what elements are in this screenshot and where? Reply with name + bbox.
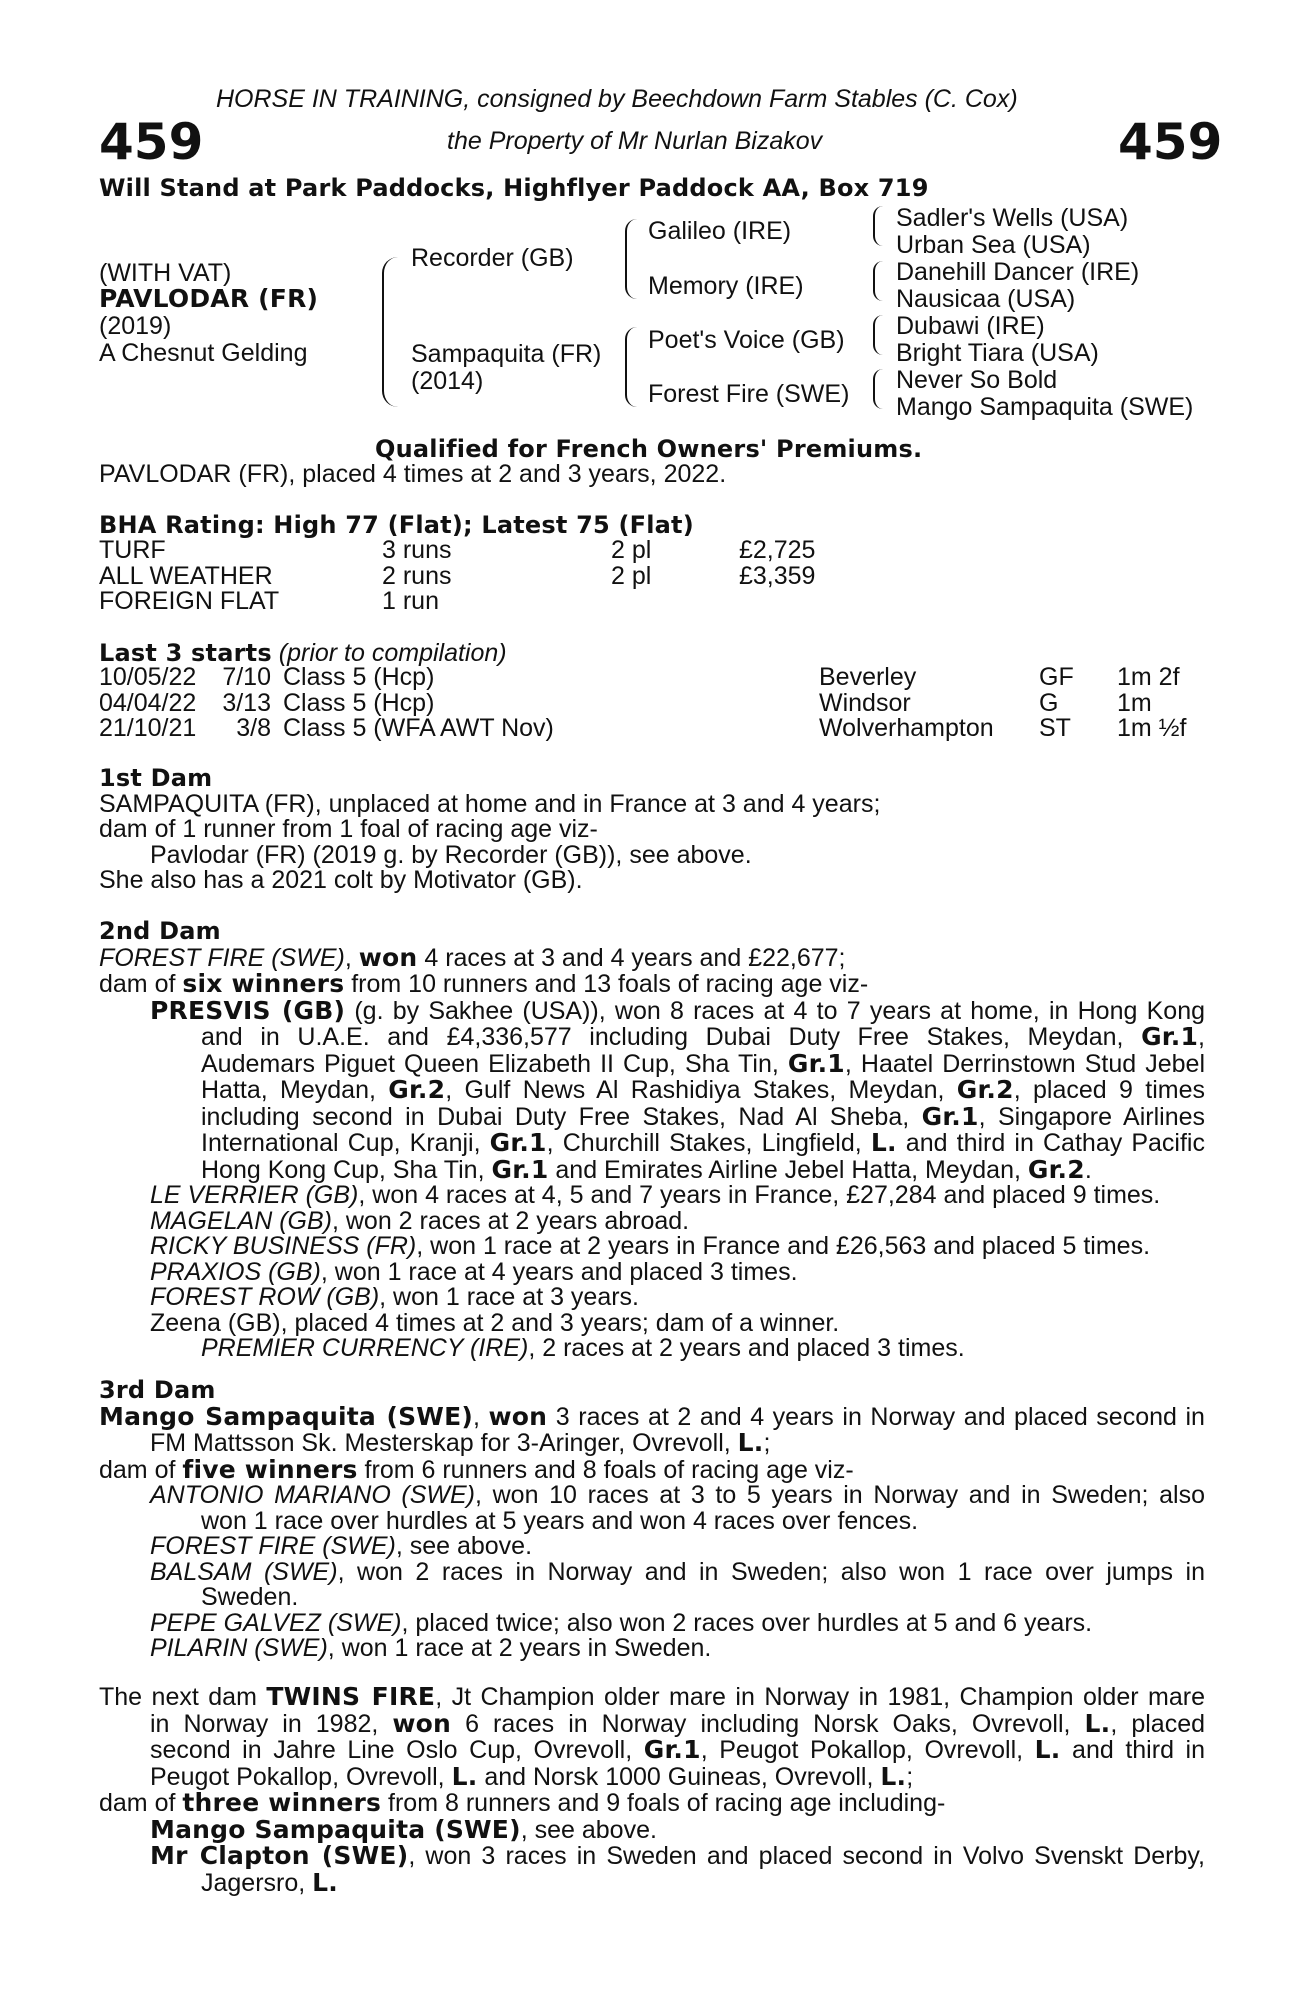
pedigree-sire-sire: Galileo (IRE) [648,217,792,245]
placed [611,589,739,615]
start-position: 7/10 [222,663,271,691]
horse-name: PRESVIS (GB) [150,995,346,1025]
listed: L. [880,1761,907,1791]
dam-line: SAMPAQUITA (FR), unplaced at home and in France at 3 and 4 years; [99,789,881,818]
produce-line [150,1636,1205,1662]
produce-line [150,1557,1205,1586]
text: , placed [1110,1709,1205,1738]
text: and third in Cathay Pacific [896,1129,1205,1157]
section-heading: 1st Dam [99,764,213,792]
dam-name: TWINS FIRE [266,1682,436,1711]
text: , won 1 race at 2 years in France and £26,563 and placed 5 times. [416,1232,1151,1260]
brace-gen2-top [625,219,637,299]
third-dam-section [99,1378,1205,1662]
pedigree-dam-dam: Forest Fire (SWE) [648,380,850,408]
start-date: 21/10/21 [99,714,197,742]
text: , see above. [395,1532,533,1560]
start-date: 10/05/22 [99,663,197,691]
text: ; [763,1429,771,1457]
won-label: won [358,942,418,972]
horse-name: PILARIN (SWE) [150,1634,328,1662]
text: 3 races at 2 and 4 years in Norway and placed second in [547,1402,1205,1431]
start-going: G [1039,688,1059,717]
produce-line: Sweden. [201,1583,299,1611]
grade: Gr.2 [956,1075,1014,1104]
text: and Emirates Airline Jebel Hatta, Meydan, [548,1155,1028,1184]
surface: TURF [99,536,166,564]
runs: 2 runs [382,561,452,590]
dam-line [99,1454,1205,1484]
dam-line [150,1708,1205,1738]
dam-line [99,1790,1205,1817]
text: in Norway in 1982, [150,1709,393,1738]
text: , 2 races at 2 years and placed 3 times. [528,1334,965,1362]
text: , won 10 races at 3 to 5 years in Norway and in Sweden; also [475,1481,1205,1509]
presvis-line [201,1077,1205,1104]
text: from 8 runners and 9 foals of racing age including- [381,1789,946,1817]
pedigree-dam: Sampaquita (FR) [411,340,602,368]
produce-line [150,1206,1205,1235]
text: International Cup, Kranji, [201,1129,490,1157]
pedigree-dam-sire: Poet's Voice (GB) [648,326,845,354]
dam-line [150,1737,1205,1764]
runs: 3 runs [382,536,452,564]
text: , won 4 races at 4, 5 and 7 years in France, £27,284 and placed 9 times. [358,1181,1161,1209]
presvis-line [201,1048,1205,1078]
start-going: GF [1039,663,1074,691]
brace-gen3-3 [873,315,883,355]
won-label: won [488,1401,548,1431]
listed: L. [1084,1708,1111,1738]
text: from 6 runners and 8 foals of racing age viz- [357,1455,854,1484]
horse-name: PEPE GALVEZ (SWE) [150,1608,402,1637]
last-starts-note: (prior to compilation) [278,639,507,667]
produce-line [150,1257,1205,1286]
text: and in U.A.E. and £4,336,577 including Dubai Duty Free Stakes, Meydan, [201,1023,1142,1051]
produce-line [150,1534,1205,1560]
horse-name: PREMIER CURRENCY (IRE) [201,1334,529,1362]
placed: 2 pl [611,536,652,564]
start-race: Class 5 (Hcp) [283,688,435,717]
pedigree-g4: Nausicaa (USA) [896,285,1076,313]
text: 6 races in Norway including Norsk Oaks, Ovrevoll, [451,1709,1085,1738]
produce-line [150,1843,1205,1870]
dam-line [99,1430,1205,1457]
horse-name: RICKY BUSINESS (FR) [150,1232,417,1260]
produce-line [150,1483,1205,1509]
produce-line: Pavlodar (FR) (2019 g. by Recorder (GB)), see above. [150,840,752,869]
dam-line [99,1401,1205,1431]
listed: L. [451,1761,478,1791]
placed: 2 pl [611,561,652,590]
text: Peugot Pokallop, Ovrevoll, [150,1762,452,1791]
prize: £3,359 [739,561,816,590]
winners-count: five winners [182,1454,358,1484]
text: ; [906,1762,914,1791]
pedigree-g6: Bright Tiara (USA) [896,339,1099,367]
listed: L. [870,1128,897,1157]
pedigree-sire: Recorder (GB) [411,244,574,272]
pedigree-g8: Mango Sampaquita (SWE) [896,393,1194,421]
text: , won 1 race at 2 years in Sweden. [327,1634,712,1662]
grade: Gr.1 [643,1735,701,1764]
race-summary: PAVLODAR (FR), placed 4 times at 2 and 3 years, 2022. [99,460,727,488]
start-distance: 1m [1117,688,1152,717]
second-dam-section [99,919,1205,1362]
start-position: 3/8 [236,714,271,742]
text: , [344,943,359,972]
text: and Norsk 1000 Guineas, Ovrevoll, [477,1762,881,1791]
property-line: the Property of Mr Nurlan Bizakov [447,127,823,155]
surface: FOREIGN FLAT [99,587,280,615]
produce-line: Zeena (GB), placed 4 times at 2 and 3 years; dam of a winner. [150,1308,840,1337]
text: Hong Kong Cup, Sha Tin, [201,1155,492,1184]
pedigree-dam-year: (2014) [411,367,484,395]
produce-list [99,1814,1205,1897]
start-date: 04/04/22 [99,688,197,717]
text: , Peugot Pokallop, Ovrevoll, [700,1736,1035,1764]
produce-line [150,1336,1205,1362]
start-course: Windsor [819,688,911,717]
text: , won 3 races in Sweden and placed second in Volvo Svenskt Derby, [408,1842,1205,1870]
produce-line [150,1867,1205,1897]
brace-gen3-1 [873,206,883,246]
section-heading: 2nd Dam [99,917,221,945]
text: , see above. [520,1815,657,1844]
text: , placed twice; also won 2 races over hurdles at 5 and 6 years. [401,1608,1093,1637]
text: , [1198,1023,1205,1051]
produce-list [99,1483,1205,1662]
pedigree-g2: Urban Sea (USA) [896,231,1091,259]
presvis-entry [99,995,1206,1362]
text: dam of [99,1455,183,1484]
produce-line [150,1234,1205,1260]
pedigree-g5: Dubawi (IRE) [896,312,1045,340]
grade: Gr.1 [1141,1022,1199,1051]
section-heading: 3rd Dam [99,1376,216,1404]
brace-gen2-bottom [625,327,637,407]
text: 4 races at 3 and 4 years and £22,677; [417,943,846,972]
grade: Gr.1 [489,1128,547,1157]
horse-name: Mango Sampaquita (SWE) [150,1814,521,1844]
dam-name: FOREST FIRE (SWE) [99,943,345,972]
winners-count: three winners [182,1788,382,1817]
first-dam-section [99,766,1205,894]
grade: Gr.2 [388,1075,446,1104]
start-position: 3/13 [222,688,271,717]
stand-location: Will Stand at Park Paddocks, Highflyer Paddock AA, Box 719 [99,174,929,202]
bha-rating: BHA Rating: High 77 (Flat); Latest 75 (Flat) [99,511,694,539]
text: , Gulf News Al Rashidiya Stakes, Meydan, [445,1076,957,1104]
horse-name: BALSAM (SWE) [150,1557,338,1586]
start-race: Class 5 (Hcp) [283,663,435,691]
next-dam-section [99,1684,1205,1896]
premiums-note: Qualified for French Owners' Premiums. [375,435,923,463]
brace-gen3-4 [873,369,883,409]
horse-description: A Chesnut Gelding [99,339,308,367]
dam-name: Mango Sampaquita (SWE) [99,1401,473,1431]
grade: Gr.1 [491,1154,549,1184]
text: , Jt Champion older mare in Norway in 1981, Champion older mare [435,1683,1205,1711]
presvis-line [150,995,1205,1025]
text: and third in [1060,1736,1205,1764]
text: Jagersro, [201,1868,313,1897]
rating-row [99,538,815,564]
produce-line [150,1814,1205,1844]
horse-name: PRAXIOS (GB) [150,1257,321,1286]
surface: ALL WEATHER [99,561,273,590]
presvis-line [201,1130,1205,1157]
text: , [472,1402,489,1431]
text: , won 1 race at 4 years and placed 3 times. [320,1257,798,1286]
produce-line [150,1183,1205,1209]
pedigree-sire-dam: Memory (IRE) [648,272,804,300]
text: , won 1 race at 3 years. [379,1283,640,1311]
text: (g. by Sakhee (USA)), won 8 races at 4 to 7 years at home, in Hong Kong [345,996,1205,1025]
text: second in Jahre Line Oslo Cup, Ovrevoll, [150,1736,644,1764]
last-starts-title: Last 3 starts [99,639,272,667]
text: dam of [99,1789,183,1817]
text: , Haatel Derrinstown Stud Jebel [844,1049,1205,1078]
listed: L. [737,1428,764,1457]
start-row [99,716,1186,742]
start-course: Beverley [819,663,917,691]
presvis-line [201,1154,1205,1184]
brace-gen1 [382,257,398,407]
prize [739,589,815,615]
dam-line [99,1684,1205,1711]
rating-row [99,564,815,590]
start-row [99,691,1186,717]
lot-number-right: 459 [1118,113,1223,171]
dam-line [150,1761,1205,1791]
dam-line [99,971,1205,998]
dam-line [99,942,1205,972]
horse-name: PAVLODAR (FR) [99,284,319,313]
won-label: won [392,1708,452,1738]
text: Audemars Piguet Queen Elizabeth II Cup, Sha Tin, [201,1049,788,1078]
text: from 10 runners and 13 foals of racing age viz- [344,970,869,998]
lot-number-left: 459 [99,113,204,171]
horse-name: ANTONIO MARIANO (SWE) [150,1481,476,1509]
text: , won 2 races in Norway and in Sweden; also won 1 race over jumps in [337,1557,1205,1586]
runs: 1 run [382,587,439,615]
horse-year: (2019) [99,312,172,340]
presvis-line [201,1101,1206,1131]
listed: L. [312,1867,338,1897]
rating-row [99,589,815,615]
start-distance: 1m ½f [1117,714,1187,742]
pedigree-g3: Danehill Dancer (IRE) [896,258,1140,286]
dam-line: She also has a 2021 colt by Motivator (GB). [99,866,583,894]
last-starts-table [99,665,1186,742]
text: FM Mattsson Sk. Mesterskap for 3-Aringer, Ovrevoll, [150,1429,738,1457]
dam-continuation [99,1708,1205,1791]
grade: Gr.2 [1027,1154,1085,1184]
prize: £2,725 [739,536,816,564]
text: . [1084,1155,1092,1184]
start-distance: 1m 2f [1117,663,1180,691]
horse-name: MAGELAN (GB) [150,1206,332,1235]
text: , Churchill Stakes, Lingfield, [546,1129,871,1157]
listed: L. [1034,1735,1061,1764]
pedigree-g1: Sadler's Wells (USA) [896,204,1129,232]
consignor-line: HORSE IN TRAINING, consigned by Beechdown Farm Stables (C. Cox) [216,85,1018,113]
rating-table [99,538,815,615]
horse-name: Mr Clapton (SWE) [150,1841,409,1870]
text: Hatta, Meydan, [201,1076,389,1104]
text: , placed 9 times [1013,1076,1205,1104]
start-row [99,665,1186,691]
start-going: ST [1039,714,1071,742]
text: dam of [99,970,183,998]
grade: Gr.1 [921,1101,979,1131]
start-course: Wolverhampton [819,714,994,742]
text: The next dam [99,1683,267,1711]
text: , Singapore Airlines [978,1102,1206,1131]
horse-name: FOREST ROW (GB) [150,1283,380,1311]
horse-name: FOREST FIRE (SWE) [150,1532,396,1560]
produce-line [150,1285,1205,1311]
winners-count: six winners [182,969,345,998]
text: , won 2 races at 2 years abroad. [331,1206,690,1235]
brace-gen3-2 [873,261,883,301]
horse-name: LE VERRIER (GB) [150,1181,359,1209]
produce-line [150,1608,1205,1637]
presvis-line [201,1024,1205,1051]
produce-line: won 1 race over hurdles at 5 years and won 4 races over fences. [201,1506,919,1535]
dam-line: dam of 1 runner from 1 foal of racing age viz- [99,815,598,843]
text: including second in Dubai Duty Free Stakes, Nad Al Sheba, [201,1102,922,1131]
start-race: Class 5 (WFA AWT Nov) [283,714,554,742]
presvis-continuation [150,1024,1205,1183]
grade: Gr.1 [787,1048,845,1078]
vat-note: (WITH VAT) [99,259,232,287]
pedigree-g7: Never So Bold [896,366,1058,394]
